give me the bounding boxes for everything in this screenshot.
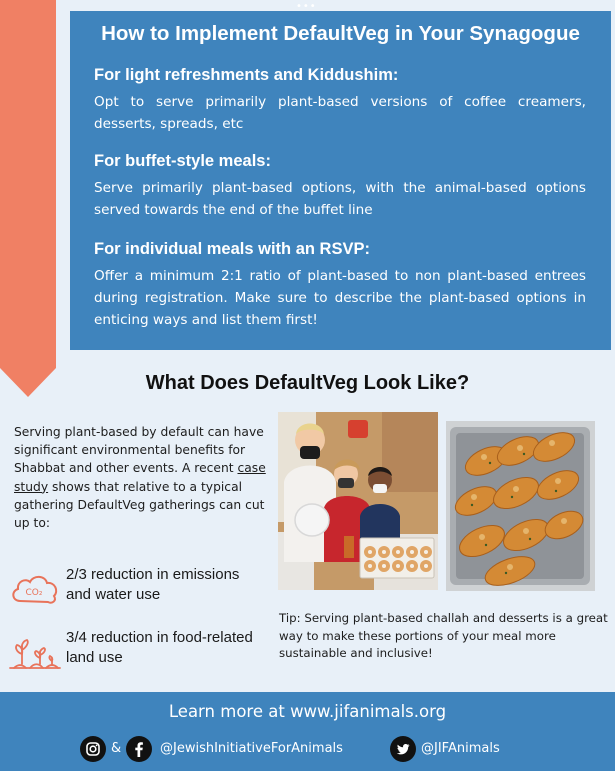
challah-photo-illustration xyxy=(446,421,595,591)
facebook-instagram-handle[interactable]: @JewishInitiativeForAnimals xyxy=(160,741,343,756)
section-buffet-meals xyxy=(94,151,586,221)
ampersand: & xyxy=(111,741,122,756)
instagram-icon[interactable] xyxy=(80,736,106,762)
stat-text: 3/4 reduction in food-related land use xyxy=(66,629,253,666)
section-heading: For individual meals with an RSVP: xyxy=(94,240,370,258)
stat-emissions xyxy=(8,565,270,615)
facebook-icon[interactable] xyxy=(126,736,152,762)
section-text: Serve primarily plant-based options, with the animal-based options served towards the end of the buffet line xyxy=(94,180,586,218)
decorative-ribbon xyxy=(0,0,56,397)
section-light-refreshments xyxy=(94,65,586,135)
people-with-desserts-photo xyxy=(278,412,438,590)
co2-cloud-icon xyxy=(8,569,62,609)
sprouting-plants-icon xyxy=(8,632,62,672)
intro-text-after: shows that relative to a typical gathering DefaultVeg gatherings can cut up to: xyxy=(14,479,265,531)
stat-text: 2/3 reduction in emissions and water use xyxy=(66,566,240,603)
tip-text: Tip: Serving plant-based challah and desserts is a great way to make these portions of your meal more sustainable and inclusive! xyxy=(279,611,608,661)
case-study-link[interactable]: case study xyxy=(14,461,266,494)
section-heading: For buffet-style meals: xyxy=(94,152,271,170)
twitter-handle[interactable]: @JIFAnimals xyxy=(421,741,500,756)
look-title: What Does DefaultVeg Look Like? xyxy=(145,372,470,394)
grip-dots-icon: ••• xyxy=(296,1,317,12)
section-text: Offer a minimum 2:1 ratio of plant-based to non plant-based entrees during registration. Make sure to describe the plant-based options in enticing ways and list them first! xyxy=(94,268,586,328)
panel-title: How to Implement DefaultVeg in Your Synagogue xyxy=(101,22,580,45)
twitter-icon[interactable] xyxy=(390,736,416,762)
section-text: Opt to serve primarily plant-based versions of coffee creamers, desserts, spreads, etc xyxy=(94,94,586,132)
social-row xyxy=(80,736,540,762)
section-heading: For light refreshments and Kiddushim: xyxy=(94,66,399,84)
stat-land-use xyxy=(8,628,270,678)
implementation-panel xyxy=(70,11,611,350)
footer-bar xyxy=(0,692,615,771)
intro-paragraph xyxy=(14,423,270,532)
intro-text-before: Serving plant-based by default can have significant environmental benefits for Shabbat and other events. A recent xyxy=(14,425,264,476)
people-photo-illustration xyxy=(278,412,438,590)
section-rsvp-meals xyxy=(94,239,586,331)
learn-more-link[interactable]: Learn more at www.jifanimals.org xyxy=(168,702,447,721)
challah-tray-photo xyxy=(446,421,595,591)
co2-label: CO₂ xyxy=(25,588,43,598)
